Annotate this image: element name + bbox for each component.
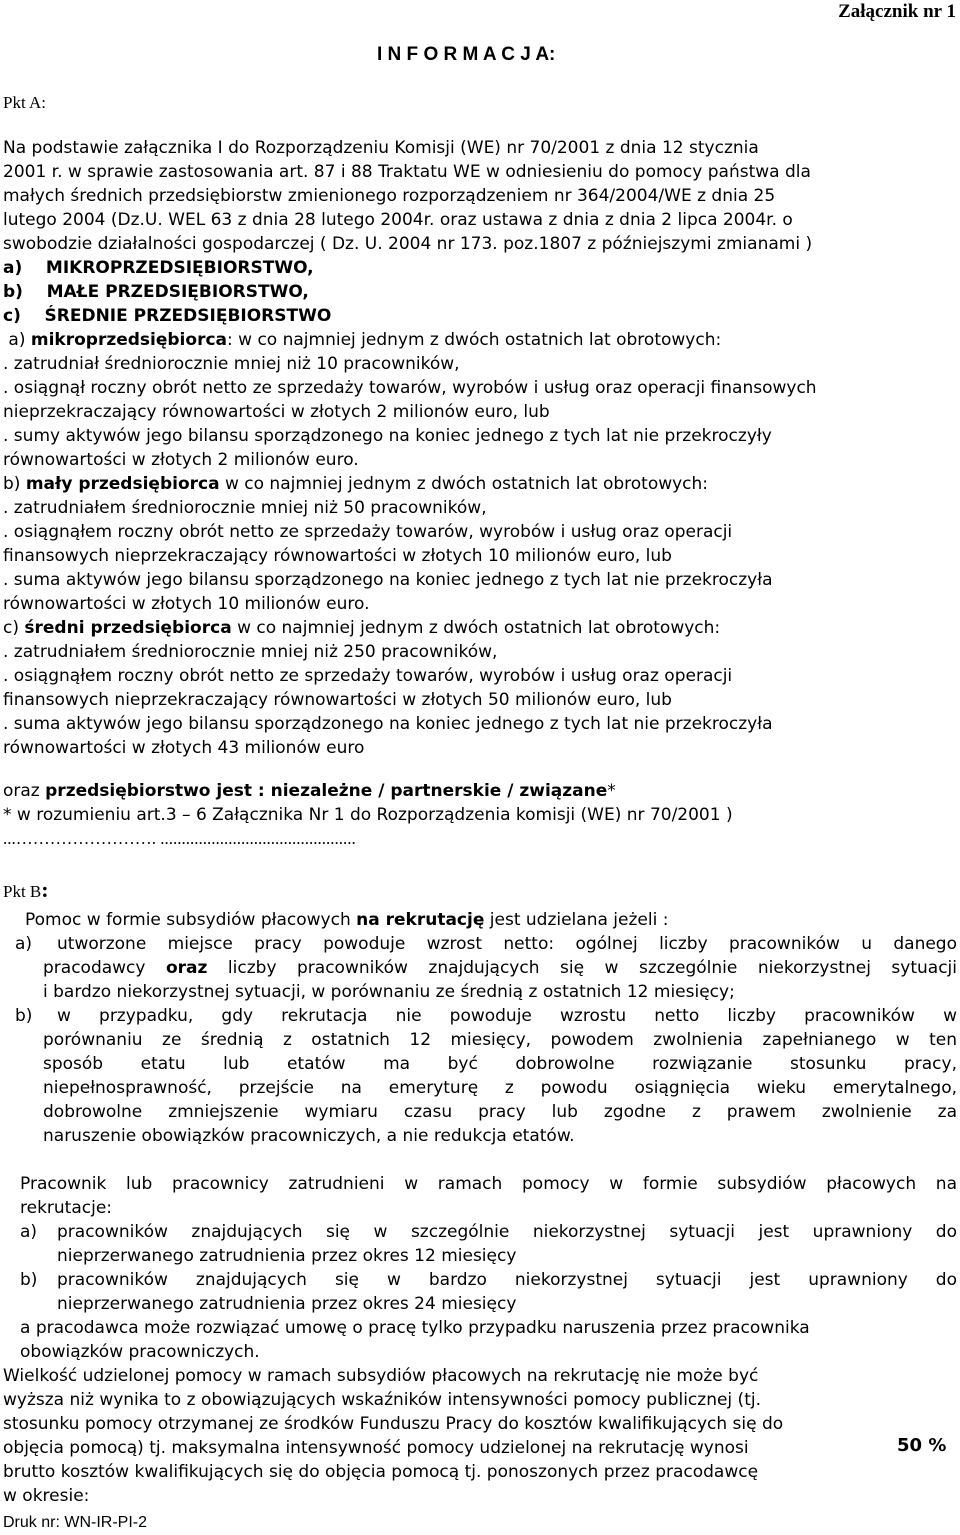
employee-line: rekrutacje: xyxy=(20,1198,113,1218)
condition-a-line xyxy=(43,956,957,980)
micro-criterion: nieprzekraczający równowartości w złotych 2 milionów euro, lub xyxy=(3,402,550,422)
small-heading xyxy=(3,472,708,496)
micro-rest: : w co najmniej jednym z dwóch ostatnich lat obrotowych: xyxy=(227,330,722,350)
form-number: Druk nr: WN-IR-PI-2 xyxy=(3,1514,147,1531)
medium-bold: średni przedsiębiorca xyxy=(24,618,232,638)
employee-a-marker: a) xyxy=(20,1222,38,1242)
medium-prefix: c) xyxy=(3,618,25,638)
condition-a-marker: a) xyxy=(15,934,33,954)
micro-bold: mikroprzedsiębiorca xyxy=(30,330,227,350)
category-medium: c) ŚREDNIE PRZEDSIĘBIORSTWO xyxy=(3,306,332,326)
intro-line: małych średnich przedsiębiorstw zmienionego rozporządzeniem nr 364/2004/WE z dnia 25 xyxy=(3,186,776,206)
small-criterion: . zatrudniałem średniorocznie mniej niż 50 pracowników, xyxy=(3,498,487,518)
medium-criterion: równowartości w złotych 43 milionów euro xyxy=(3,738,365,758)
pkt-b-intro xyxy=(25,908,668,932)
employee-b-line: nieprzerwanego zatrudnienia przez okres 24 miesięcy xyxy=(57,1294,517,1314)
medium-criterion: . suma aktywów jego bilansu sporządzonego na koniec jednego z tych lat nie przekroczyła xyxy=(3,714,773,734)
status-star: * xyxy=(607,781,616,801)
condition-b-line: niepełnosprawność, przejście na emeryturę z powodu osiągnięcia wieku emerytalnego, xyxy=(43,1078,957,1098)
aid-size-line: objęcia pomocą) tj. maksymalna intensywność pomocy udzielonej na rekrutację wynosi xyxy=(3,1438,749,1458)
employee-end-line: obowiązków pracowniczych. xyxy=(20,1342,260,1362)
condition-a-bold: oraz xyxy=(165,958,208,978)
condition-b-marker: b) xyxy=(15,1006,33,1026)
medium-criterion: finansowych nieprzekraczający równowartości w złotych 50 milionów euro, lub xyxy=(3,690,672,710)
employee-a-line: nieprzerwanego zatrudnienia przez okres 12 miesięcy xyxy=(57,1246,517,1266)
small-criterion: finansowych nieprzekraczający równowartości w złotych 10 milionów euro, lub xyxy=(3,546,672,566)
micro-heading xyxy=(3,328,721,352)
medium-rest: w co najmniej jednym z dwóch ostatnich lat obrotowych: xyxy=(231,618,721,638)
micro-criterion: . sumy aktywów jego bilansu sporządzonego na koniec jednego z tych lat nie przekroczyły xyxy=(3,426,772,446)
small-prefix: b) xyxy=(3,474,26,494)
medium-criterion: . osiągnąłem roczny obrót netto ze sprzedaży towarów, wyrobów i usług oraz operacji xyxy=(3,666,733,686)
employee-line: Pracownik lub pracownicy zatrudnieni w ramach pomocy w formie subsydiów płacowych na xyxy=(20,1174,957,1194)
small-criterion: . osiągnąłem roczny obrót netto ze sprzedaży towarów, wyrobów i usług oraz operacji xyxy=(3,522,733,542)
pkt-b-intro-bold: na rekrutację xyxy=(356,910,485,930)
employee-end-line: a pracodawca może rozwiązać umowę o pracę tylko przypadku naruszenia przez pracownika xyxy=(20,1318,810,1338)
condition-a-rest: liczby pracowników znajdujących się w szczególnie niekorzystnej sytuacji xyxy=(207,958,957,978)
micro-criterion: równowartości w złotych 2 milionów euro. xyxy=(3,450,359,470)
pkt-b-colon: : xyxy=(41,877,49,902)
intro-line: 2001 r. w sprawie zastosowania art. 87 i 88 Traktatu WE w odniesieniu do pomocy państwa dla xyxy=(3,162,811,182)
category-small: b) MAŁE PRZEDSIĘBIORSTWO, xyxy=(3,282,309,302)
intro-line: swobodzie działalności gospodarczej ( Dz. U. 2004 nr 173. poz.1807 z późniejszymi zmianami ) xyxy=(3,234,813,254)
condition-b-line: sposób etatu lub etatów ma być dobrowolne rozwiązanie stosunku pracy, xyxy=(43,1054,957,1074)
condition-b-line: dobrowolne zmniejszenie wymiaru czasu pracy lub zgodne z prawem zwolnienie za xyxy=(43,1102,957,1122)
small-criterion: . suma aktywów jego bilansu sporządzonego na koniec jednego z tych lat nie przekroczyła xyxy=(3,570,773,590)
aid-size-line: stosunku pomocy otrzymanej ze środków Funduszu Pracy do kosztów kwalifikujących się do xyxy=(3,1414,784,1434)
micro-criterion: . zatrudniał średniorocznie mniej niż 10 pracowników, xyxy=(3,354,460,374)
condition-a-pre: pracodawcy xyxy=(43,958,166,978)
aid-size-line: Wielkość udzielonej pomocy w ramach subsydiów płacowych na rekrutację nie może być xyxy=(3,1366,759,1386)
pkt-b-heading xyxy=(3,878,49,904)
employee-b-marker: b) xyxy=(20,1270,38,1290)
annex-label: Załącznik nr 1 xyxy=(838,1,956,22)
condition-a-line: utworzone miejsce pracy powoduje wzrost netto: ogólnej liczby pracowników u danego xyxy=(57,934,957,954)
pkt-b-intro-rest: jest udzielana jeżeli : xyxy=(484,910,669,930)
micro-criterion: . osiągnął roczny obrót netto ze sprzedaży towarów, wyrobów i usług oraz operacji finansowych xyxy=(3,378,817,398)
signature-dots: ...……………………. .............................................. xyxy=(3,829,356,848)
aid-size-line: brutto kosztów kwalifikujących się do objęcia pomocą tj. ponoszonych przez pracodawcę xyxy=(3,1462,759,1482)
aid-size-line: w okresie: xyxy=(3,1486,90,1506)
condition-b-line: w przypadku, gdy rekrutacja nie powoduje wzrostu netto liczby pracowników w xyxy=(57,1006,957,1026)
aid-intensity-percent: 50 % xyxy=(897,1435,947,1456)
pkt-b-intro-prefix: Pomoc w formie subsydiów płacowych xyxy=(25,910,357,930)
employee-b-line: pracowników znajdujących się w bardzo niekorzystnej sytuacji jest uprawniony do xyxy=(57,1270,957,1290)
small-bold: mały przedsiębiorca xyxy=(25,474,220,494)
micro-prefix: a) xyxy=(3,330,31,350)
intro-line: Na podstawie załącznika I do Rozporządzeniu Komisji (WE) nr 70/2001 z dnia 12 stycznia xyxy=(3,138,759,158)
small-criterion: równowartości w złotych 10 milionów euro. xyxy=(3,594,370,614)
category-micro: a) MIKROPRZEDSIĘBIORSTWO, xyxy=(3,258,314,278)
pkt-a-label: Pkt A: xyxy=(3,93,46,112)
footnote: * w rozumieniu art.3 – 6 Załącznika Nr 1 do Rozporządzenia komisji (WE) nr 70/2001 ) xyxy=(3,805,733,825)
small-rest: w co najmniej jednym z dwóch ostatnich lat obrotowych: xyxy=(219,474,709,494)
page-title: I N F O R M A C J A: xyxy=(377,44,556,65)
aid-size-line: wyższa niż wynika to z obowiązujących wskaźników intensywności pomocy publicznej (tj. xyxy=(3,1390,761,1410)
condition-a-line: i bardzo niekorzystnej sytuacji, w porównaniu ze średnią z ostatnich 12 miesięcy; xyxy=(43,982,735,1002)
status-prefix: oraz xyxy=(3,781,46,801)
status-line xyxy=(3,779,616,803)
employee-a-line: pracowników znajdujących się w szczególnie niekorzystnej sytuacji jest uprawniony do xyxy=(57,1222,957,1242)
medium-heading xyxy=(3,616,720,640)
condition-b-line: porównaniu ze średnią z ostatnich 12 miesięcy, powodem zwolnienia zapełnianego w ten xyxy=(43,1030,957,1050)
intro-line: lutego 2004 (Dz.U. WEL 63 z dnia 28 lutego 2004r. oraz ustawa z dnia z dnia 2 lipca 2004r. o xyxy=(3,210,793,230)
condition-b-line: naruszenie obowiązków pracowniczych, a nie redukcja etatów. xyxy=(43,1126,575,1146)
status-bold: przedsiębiorstwo jest : niezależne / partnerskie / związane xyxy=(45,781,608,801)
pkt-b-label: Pkt B xyxy=(3,882,42,901)
medium-criterion: . zatrudniałem średniorocznie mniej niż 250 pracowników, xyxy=(3,642,498,662)
